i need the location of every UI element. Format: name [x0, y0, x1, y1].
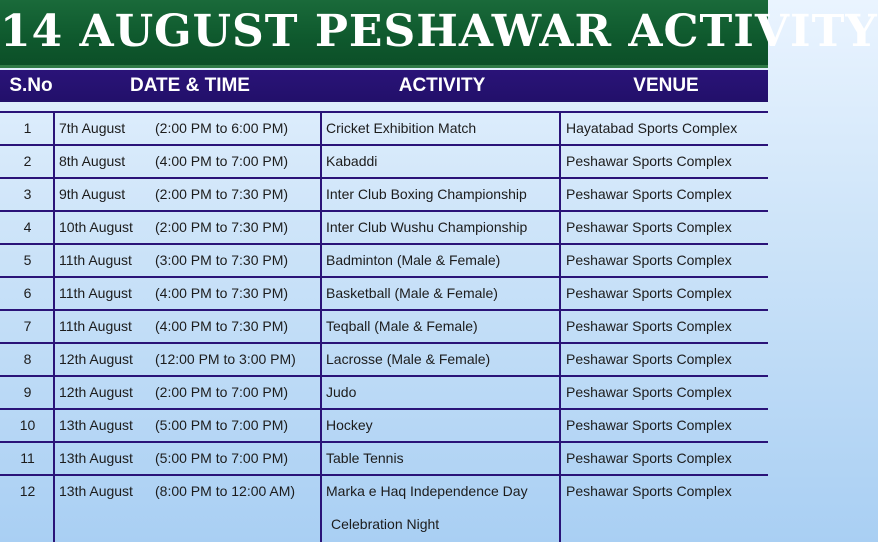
row-activity: Lacrosse (Male & Female)	[326, 351, 491, 367]
table-row	[0, 245, 768, 278]
row-sno: 4	[23, 219, 32, 235]
row-date: 11th August	[59, 318, 132, 334]
row-time: (2:00 PM to 6:00 PM)	[155, 120, 289, 136]
row-activity: Badminton (Male & Female)	[326, 252, 501, 268]
column-divider	[53, 111, 55, 542]
row-sno: 8	[23, 351, 32, 367]
row-sno: 3	[23, 186, 32, 202]
row-venue: Peshawar Sports Complex	[566, 219, 732, 235]
row-time: (3:00 PM to 7:30 PM)	[155, 252, 289, 268]
table-row	[0, 179, 768, 212]
table-row	[0, 311, 768, 344]
row-activity: Judo	[326, 384, 357, 400]
row-activity: Marka e Haq Independence Day	[326, 483, 528, 499]
row-venue: Peshawar Sports Complex	[566, 417, 732, 433]
row-time: (5:00 PM to 7:00 PM)	[155, 417, 289, 433]
row-activity: Cricket Exhibition Match	[326, 120, 477, 136]
row-venue: Peshawar Sports Complex	[566, 285, 732, 301]
row-time: (8:00 PM to 12:00 AM)	[155, 483, 296, 499]
row-venue: Peshawar Sports Complex	[566, 483, 732, 499]
table-row	[0, 278, 768, 311]
row-venue: Peshawar Sports Complex	[566, 384, 732, 400]
header-activity: ACTIVITY	[398, 75, 486, 96]
row-date: 9th August	[59, 186, 126, 202]
row-date: 12th August	[59, 351, 133, 367]
row-activity: Hockey	[326, 417, 373, 433]
row-date: 12th August	[59, 384, 133, 400]
table-row	[0, 344, 768, 377]
row-date: 7th August	[59, 120, 126, 136]
row-activity: Kabaddi	[326, 153, 378, 169]
row-venue: Peshawar Sports Complex	[566, 153, 732, 169]
table-row	[0, 443, 768, 476]
row-time: (2:00 PM to 7:00 PM)	[155, 384, 289, 400]
table-header	[0, 70, 768, 102]
column-divider	[320, 111, 322, 542]
row-venue: Peshawar Sports Complex	[566, 450, 732, 466]
header-sno: S.No	[9, 75, 53, 96]
row-time: (2:00 PM to 7:30 PM)	[155, 186, 289, 202]
title-banner	[0, 0, 878, 68]
row-sno: 5	[23, 252, 32, 268]
row-sno: 10	[19, 417, 36, 433]
row-date: 13th August	[59, 483, 133, 499]
table-row	[0, 146, 768, 179]
row-date: 13th August	[59, 417, 133, 433]
table-row	[0, 410, 768, 443]
table-row	[0, 377, 768, 410]
row-date: 13th August	[59, 450, 133, 466]
row-time: (5:00 PM to 7:00 PM)	[155, 450, 289, 466]
row-activity: Basketball (Male & Female)	[326, 285, 498, 301]
row-sno: 9	[23, 384, 32, 400]
header-date-time: DATE & TIME	[130, 75, 250, 96]
row-venue: Peshawar Sports Complex	[566, 318, 732, 334]
row-sno: 7	[23, 318, 32, 334]
row-activity: Teqball (Male & Female)	[326, 318, 478, 334]
table-row	[0, 113, 768, 146]
row-activity: Inter Club Wushu Championship	[326, 219, 528, 235]
row-sno: 2	[23, 153, 32, 169]
table-row	[0, 212, 768, 245]
row-time: (4:00 PM to 7:30 PM)	[155, 285, 289, 301]
row-date: 11th August	[59, 252, 132, 268]
row-date: 11th August	[59, 285, 132, 301]
row-time: (4:00 PM to 7:30 PM)	[155, 318, 289, 334]
column-divider	[559, 111, 561, 542]
row-venue: Peshawar Sports Complex	[566, 351, 732, 367]
row-activity: Inter Club Boxing Championship	[326, 186, 527, 202]
row-activity: Table Tennis	[326, 450, 404, 466]
row-sno: 12	[19, 483, 36, 499]
page-title: 14 AUGUST PESHAWAR ACTIVITY	[0, 6, 878, 57]
row-time: (12:00 PM to 3:00 PM)	[155, 351, 296, 367]
row-activity-line2: Celebration Night	[331, 516, 440, 532]
schedule-table	[0, 111, 768, 542]
table-row	[0, 476, 768, 542]
row-venue: Peshawar Sports Complex	[566, 186, 732, 202]
row-venue: Hayatabad Sports Complex	[566, 120, 738, 136]
header-venue: VENUE	[633, 75, 699, 96]
row-date: 8th August	[59, 153, 126, 169]
row-time: (2:00 PM to 7:30 PM)	[155, 219, 289, 235]
row-sno: 1	[23, 120, 32, 136]
row-date: 10th August	[59, 219, 133, 235]
row-venue: Peshawar Sports Complex	[566, 252, 732, 268]
row-sno: 6	[23, 285, 32, 301]
row-time: (4:00 PM to 7:00 PM)	[155, 153, 289, 169]
row-sno: 11	[20, 450, 35, 466]
